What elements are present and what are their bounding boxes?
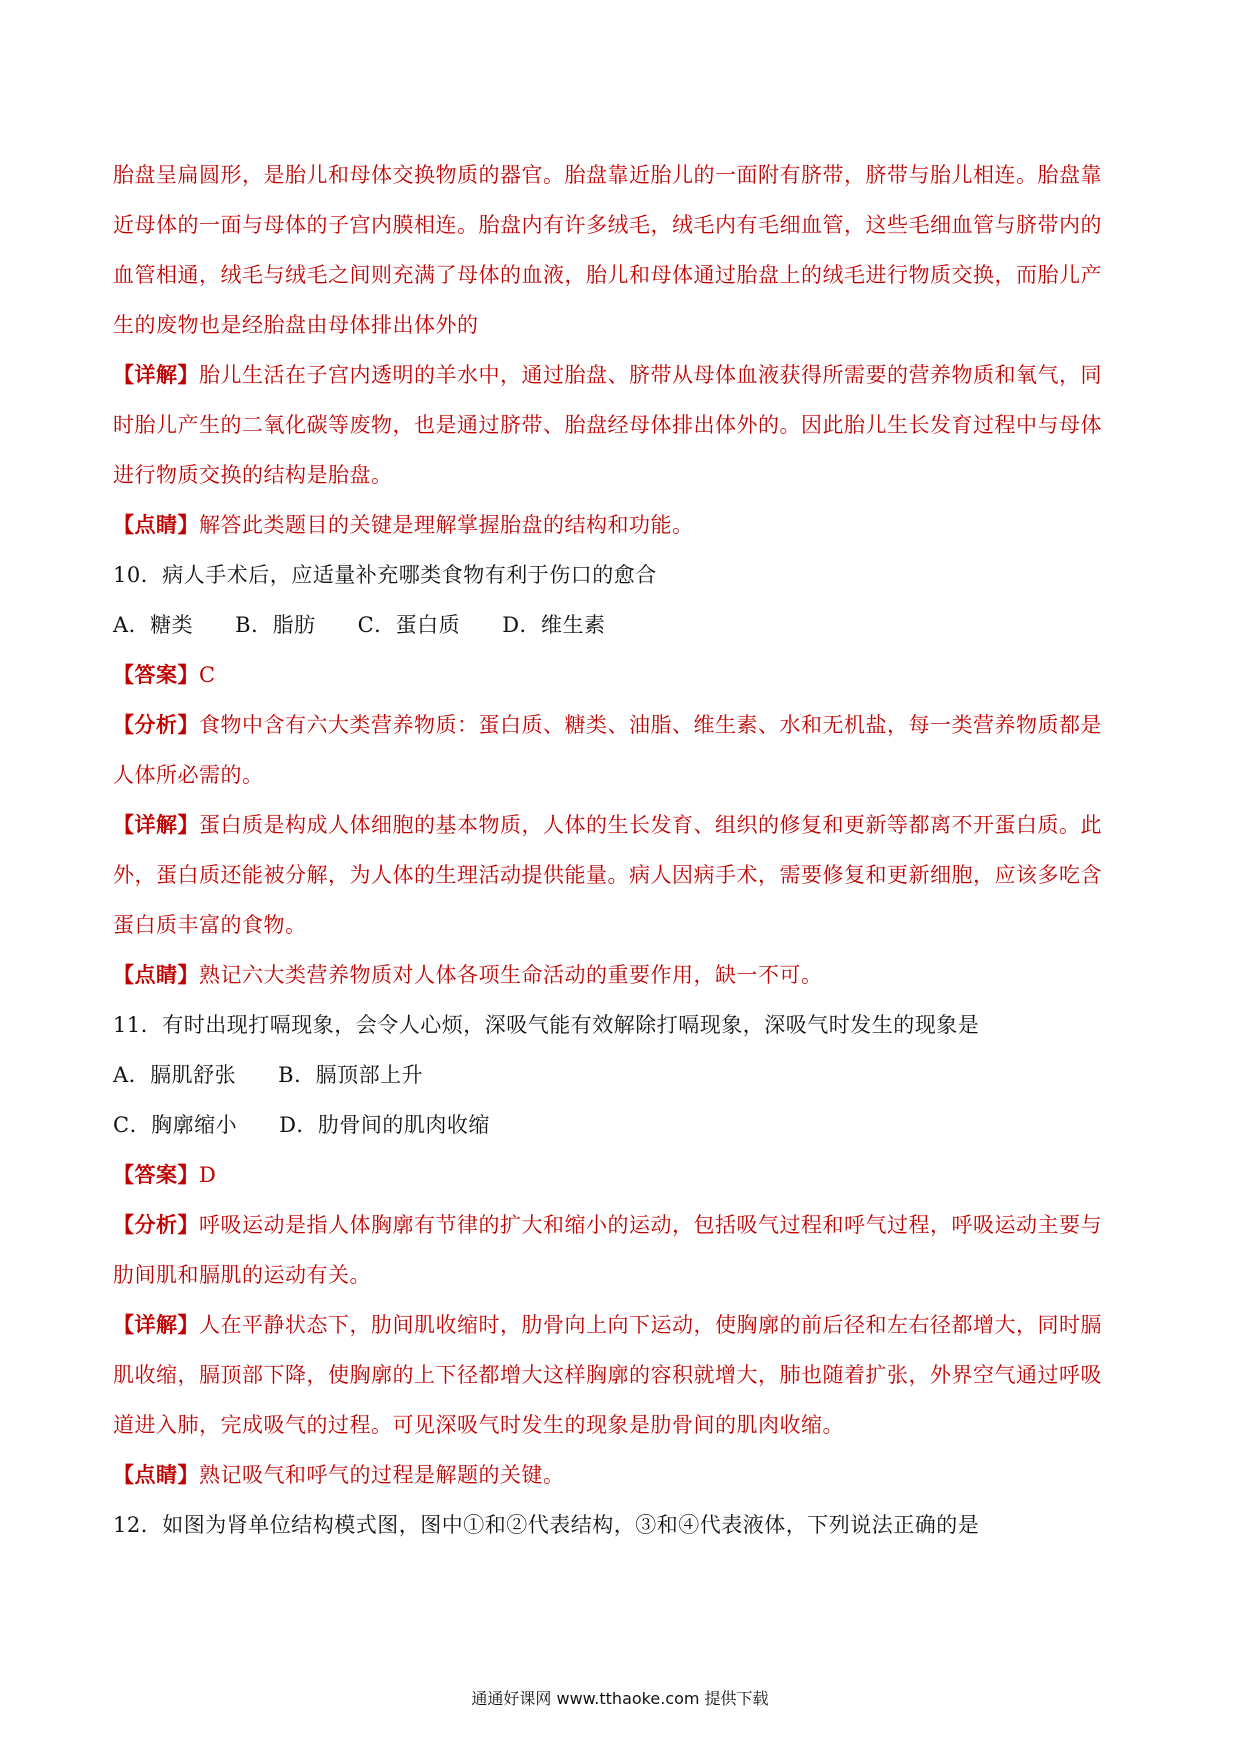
analysis-tag: 【分析】 [113, 1212, 199, 1237]
comment-tag: 【点睛】 [113, 512, 199, 537]
q10-detail-line [113, 800, 1133, 850]
option-a: A．糖类 [113, 613, 194, 637]
document-body [113, 150, 1133, 1550]
comment-text: 解答此类题目的关键是理解掌握胎盘的结构和功能。 [199, 513, 694, 537]
option-d: D．维生素 [502, 613, 606, 637]
q11-analysis-line: 肋间肌和膈肌的运动有关。 [113, 1263, 371, 1287]
answer-value: C [199, 663, 216, 687]
page-footer: 通通好课网 www.tthaoke.com 提供下载 [471, 1689, 769, 1708]
passage-line: 近母体的一面与母体的子宫内膜相连。胎盘内有许多绒毛，绒毛内有毛细血管，这些毛细血管与脐带内的 [113, 213, 1102, 237]
passage-line: 胎盘呈扁圆形，是胎儿和母体交换物质的器官。胎盘靠近胎儿的一面附有脐带，脐带与胎儿相连。胎盘靠 [113, 163, 1102, 187]
option-d: D．肋骨间的肌肉收缩 [279, 1113, 490, 1137]
detail-tag: 【详解】 [113, 1312, 199, 1337]
option-a: A．膈肌舒张 [113, 1063, 237, 1087]
answer-tag: 【答案】 [113, 662, 199, 687]
q10-detail-line: 外，蛋白质还能被分解，为人体的生理活动提供能量。病人因病手术，需要修复和更新细胞，应该多吃含 [113, 863, 1102, 887]
q10-analysis-line: 人体所必需的。 [113, 763, 264, 787]
q10-analysis-line [113, 700, 1133, 750]
option-c: C．胸廓缩小 [113, 1113, 238, 1137]
q9-detail-line [113, 350, 1133, 400]
option-b: B．脂肪 [235, 613, 316, 637]
q11-options-row [113, 1050, 1133, 1100]
q9-detail-line: 时胎儿产生的二氧化碳等废物，也是通过脐带、胎盘经母体排出体外的。因此胎儿生长发育过程中与母体 [113, 413, 1102, 437]
q11-answer [113, 1150, 1133, 1200]
q12-question: 12．如图为肾单位结构模式图，图中①和②代表结构，③和④代表液体，下列说法正确的是 [113, 1513, 980, 1537]
passage-line: 生的废物也是经胎盘由母体排出体外的 [113, 313, 479, 337]
q11-detail-line [113, 1300, 1133, 1350]
comment-text: 熟记吸气和呼气的过程是解题的关键。 [199, 1463, 565, 1487]
option-b: B．膈顶部上升 [278, 1063, 424, 1087]
comment-tag: 【点睛】 [113, 962, 199, 987]
q10-comment-line [113, 950, 1133, 1000]
q10-detail-line: 蛋白质丰富的食物。 [113, 913, 307, 937]
q11-options-row [113, 1100, 1133, 1150]
detail-tag: 【详解】 [113, 812, 199, 837]
q11-comment-line [113, 1450, 1133, 1500]
q9-comment-line [113, 500, 1133, 550]
detail-text: 胎儿生活在子宫内透明的羊水中，通过胎盘、脐带从母体血液获得所需要的营养物质和氧气，同 [199, 363, 1102, 387]
answer-tag: 【答案】 [113, 1162, 199, 1187]
detail-text: 蛋白质是构成人体细胞的基本物质，人体的生长发育、组织的修复和更新等都离不开蛋白质。此 [199, 813, 1102, 837]
q10-options [113, 600, 1133, 650]
comment-tag: 【点睛】 [113, 1462, 199, 1487]
q11-detail-line: 道进入肺，完成吸气的过程。可见深吸气时发生的现象是肋骨间的肌肉收缩。 [113, 1413, 844, 1437]
analysis-text: 呼吸运动是指人体胸廓有节律的扩大和缩小的运动，包括吸气过程和呼气过程，呼吸运动主要与 [199, 1213, 1102, 1237]
detail-text: 人在平静状态下，肋间肌收缩时，肋骨向上向下运动，使胸廓的前后径和左右径都增大，同时膈 [199, 1313, 1102, 1337]
option-c: C．蛋白质 [357, 613, 461, 637]
q11-question: 11．有时出现打嗝现象，会令人心烦，深吸气能有效解除打嗝现象，深吸气时发生的现象是 [113, 1013, 980, 1037]
comment-text: 熟记六大类营养物质对人体各项生命活动的重要作用，缺一不可。 [199, 963, 823, 987]
passage-line: 血管相通，绒毛与绒毛之间则充满了母体的血液，胎儿和母体通过胎盘上的绒毛进行物质交换，而胎儿产 [113, 263, 1102, 287]
q9-detail-line: 进行物质交换的结构是胎盘。 [113, 463, 393, 487]
detail-tag: 【详解】 [113, 362, 199, 387]
q10-answer [113, 650, 1133, 700]
answer-value: D [199, 1163, 217, 1187]
q11-detail-line: 肌收缩，膈顶部下降，使胸廓的上下径都增大这样胸廓的容积就增大，肺也随着扩张，外界空气通过呼吸 [113, 1363, 1102, 1387]
q11-analysis-line [113, 1200, 1133, 1250]
analysis-text: 食物中含有六大类营养物质：蛋白质、糖类、油脂、维生素、水和无机盐，每一类营养物质都是 [199, 713, 1102, 737]
analysis-tag: 【分析】 [113, 712, 199, 737]
q10-question: 10．病人手术后，应适量补充哪类食物有利于伤口的愈合 [113, 563, 657, 587]
